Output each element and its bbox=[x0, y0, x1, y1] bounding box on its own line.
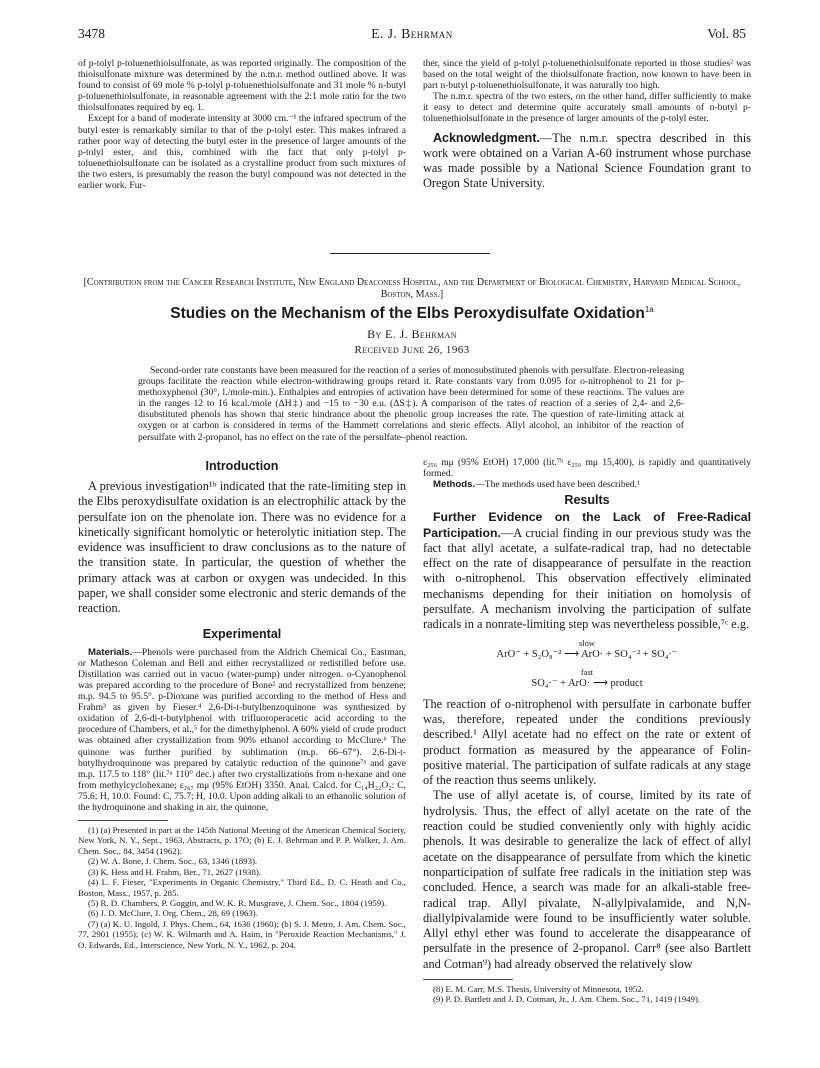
page-header bbox=[78, 26, 746, 44]
running-title: E. J. Behrman bbox=[371, 26, 453, 41]
introduction-heading: Introduction bbox=[205, 459, 279, 473]
article-title-text: Studies on the Mechanism of the Elbs Peroxydisulfate Oxidation bbox=[170, 305, 645, 323]
equation-2-text: SO₄·⁻ + ArO· ⟶ product bbox=[531, 677, 643, 689]
acknowledgment-text: —The n.m.r. spectra described in this work were obtained on a Varian A-60 instrument whose purchase was made possible by a National Science Foundation grant to Oregon State University. bbox=[423, 130, 751, 191]
materials-paragraph bbox=[78, 647, 406, 813]
footnote: (2) W. A. Bone, J. Chem. Soc., 63, 1346 (1893). bbox=[88, 856, 258, 867]
continued-text-left-column bbox=[78, 58, 406, 191]
footnote: (3) K. Hess and H. Frahm, Ber., 71, 2627 (1938). bbox=[88, 866, 261, 877]
paragraph: ther, since the yield of p-tolyl p-toluenethiolsulfonate reported in those studies² was based on the total weight of the thiolsulfonate fraction, now known to have been in part n-butyl p-toluenethiolsulfonate, it was naturally too high. bbox=[423, 58, 751, 92]
paragraph: The n.m.r. spectra of the two esters, on the other hand, differ sufficiently to make it easy to detect and determine quite accurately small amounts of n-butyl p-toluenethiolsulfonate in the presence of larger amounts of the p-tolyl ester. bbox=[423, 91, 751, 125]
methods-text: —The methods used have been described.¹ bbox=[475, 479, 640, 491]
equation-1-text: ArO⁻ + S₂O₈⁻² ⟶ ArO· + SO₄⁻² + SO₄·⁻ bbox=[496, 648, 678, 660]
results-paragraph bbox=[423, 510, 751, 632]
equation-1-label: slow bbox=[578, 637, 596, 648]
article-title bbox=[78, 305, 746, 323]
experimental-heading: Experimental bbox=[202, 626, 282, 641]
page-number: 3478 bbox=[78, 26, 105, 41]
footnote: (7) (a) K. U. Ingold, J. Phys. Chem., 64, 1636 (1960); (b) S. J. Metro, J. Am. Chem. Soc., 77, 2901 (1955); (c) W. K. Wilmarth and A. Haim, in "Peroxide Reaction Mechanisms," J. O. Edwards, Ed., Interscience, New York, N. Y., 1962, p. 204. bbox=[78, 918, 406, 950]
footnotes-left bbox=[78, 825, 406, 950]
paragraph: ε₂₅₆ mμ (95% EtOH) 17,000 (lit.⁷ᵇ ε₂₅₆ mμ 15,400), is rapidly and quantitatively formed. bbox=[423, 457, 751, 480]
footnote-divider bbox=[78, 820, 168, 821]
acknowledgment-label: Acknowledgment. bbox=[433, 130, 540, 145]
main-left-column bbox=[78, 457, 406, 950]
footnote: (8) E. M. Carr, M.S. Thesis, University of Minnesota, 1952. bbox=[433, 984, 644, 994]
footnote: (1) (a) Presented in part at the 145th National Meeting of the American Chemical Society, New York, N. Y., Sept., 1963, Abstracts, p. 17O; (b) E. J. Behrman and P. P. Walker, J. Am. Chem. Soc., 84, 3454 (1962). bbox=[78, 825, 406, 856]
methods-paragraph bbox=[423, 479, 751, 490]
footnote: (9) P. D. Bartlett and J. D. Cotman, Jr., J. Am. Chem. Soc., 71, 1419 (1949). bbox=[433, 994, 701, 1005]
continued-text-right-column bbox=[423, 58, 751, 192]
paragraph: of p-tolyl p-toluenethiolsulfonate, as was reported originally. The composition of the thiolsulfonate mixture was determined by the n.m.r. method outlined above. It was found to consist of 69 mole % p-tolyl p-toluenethiolsulfonate and 31 mole % n-butyl p-toluenethiolsulfonate, in reasonable agreement with the 2:1 mole ratio for the two thiolsulfonates required by eq. 1. bbox=[78, 58, 406, 114]
main-right-column bbox=[423, 457, 751, 1005]
footnotes-right bbox=[423, 984, 751, 1005]
title-footnote-mark: 1a bbox=[644, 305, 654, 314]
footnote: (6) J. D. McClure, J. Org. Chem., 28, 69 (1963). bbox=[88, 908, 258, 919]
equation-2-label: fast bbox=[580, 666, 594, 677]
contribution-line: [Contribution from the Cancer Research Institute, New England Deaconess Hospital, and the Department of Biological Chemistry, Harvard Medical School, Boston, Mass.] bbox=[83, 277, 741, 300]
equation-1 bbox=[423, 639, 751, 662]
author-byline: By E. J. Behrman bbox=[367, 327, 457, 341]
footnote: (5) R. D. Chambers, P. Goggin, and W. K. R. Musgrave, J. Chem. Soc., 1804 (1959). bbox=[88, 897, 387, 908]
acknowledgment bbox=[423, 131, 751, 192]
materials-text: —Phenols were purchased from the Aldrich Chemical Co., Eastman, or Matheson Coleman and Bell and either recrystallized or redistilled before use. Distillation was carried out in vacuo (water-pump) under nitrogen. o-Cyanophenol was prepared according to the procedure of Bone² and recrystallized from benzene; m.p. 94.5 to 95.5°. p-Dioxane was purified according to the method of Hess and Frahm³ as given by Fieser.⁴ 2,6-Di-t-butylbenzoquinone was synthesized by oxidation of 2,6-di-t-butylphenol with trifluoroperacetic acid according to the procedure of Chambers, et al.,⁵ for the dimethylphenol. A 60% yield of crude product was obtained after crystallization from 90% ethanol according to McClure.⁶ The quinone was further purified by sublimation (m.p. 66–67°). 2,6-Di-t-butylhydroquinone was prepared by catalytic reduction of the quinone⁷ᵃ and gave m.p. 117.5 to 118° (lit.⁷ᵃ 110° dec.) after two crystallizations from n-hexane and one from methylcyclohexane; ε₂₆₇ mμ (95% EtOH) 3350. Anal. Calcd. for C₁₄H₂₂O₂: C, 75.6; H, 10.0. Found: C, 75.7; H, 10.0. Upon adding alkali to an ethanolic solution of the hydroquinone and shaking in air, the quinone, bbox=[78, 646, 406, 813]
paragraph: The use of allyl acetate is, of course, limited by its rate of hydrolysis. Thus, the effect of allyl acetate on the rate of the reaction could be studied conveniently only with highly acidic phenols. It was desirable to generalize the lack of effect of allyl acetate on the disappearance of persulfate from which the kinetic nonparticipation of sulfate free radicals in the initiation step was concluded. Hence, a search was made for an alkali-stable free-radical trap. Allyl pivalate, N-allylpivalamide, and N,N-diallylpivalamide were found to be insufficiently water soluble. Allyl ethyl ether was found to accelerate the disappearance of persulfate in the presence of 2-propanol. Carr⁸ (see also Bartlett and Cotman⁹) had already observed the relatively slow bbox=[423, 788, 751, 971]
results-heading: Results bbox=[564, 493, 610, 508]
paragraph: The reaction of o-nitrophenol with persulfate in carbonate buffer was, therefore, repeated under the conditions previously described.¹ Allyl acetate had no effect on the rate or extent of product formation as measured by the appearance of Folin-positive material. The participation of sulfate radicals at any stage of the reaction thus seems unlikely. bbox=[423, 696, 751, 788]
section-divider bbox=[330, 253, 490, 254]
received-date: Received June 26, 1963 bbox=[354, 344, 470, 356]
paragraph: Except for a band of moderate intensity at 3000 cm.⁻¹ the infrared spectrum of the butyl ester is remarkably similar to that of the p-tolyl ester. This makes infrared a rather poor way of detecting the butyl ester in the presence of larger amounts of the p-tolyl ester, and this, combined with the fact that only p-tolyl p-toluenethiolsulfonate can be isolated as a crystalline product from such mixtures of the two esters, is presumably the reason the butyl compound was not detected in the earlier work. Fur- bbox=[78, 113, 406, 192]
results-text: —A crucial finding in our previous study was the fact that allyl acetate, a sulfate-radical trap, had no detectable effect on the rate of disappearance of persulfate in the reaction with o-nitrophenol. This observation effectively eliminated mechanisms depending for their initiation on homolysis of persulfate. A mechanism involving the participation of sulfate radicals in a nonrate-limiting step was nevertheless possible,⁷ᶜ e.g. bbox=[423, 525, 751, 632]
equation-2 bbox=[423, 668, 751, 691]
volume-number: Vol. 85 bbox=[707, 26, 746, 41]
methods-label: Methods. bbox=[433, 479, 476, 491]
footnote-divider bbox=[423, 979, 513, 980]
materials-label: Materials. bbox=[88, 646, 133, 658]
abstract-text: Second-order rate constants have been measured for the reaction of a series of monosubstituted phenols with persulfate. Electron-releasing groups facilitate the reaction while electron-withdrawing groups retard it. Rate constants vary from 0.095 for o-nitrophenol to 21 for p-methoxyphenol (30°, l./mole-min.). Enthalpies and entropies of activation have been determined for some of these reactions. The values are in the ranges 12 to 16 kcal./mole (ΔH‡) and −15 to −30 e.u. (ΔS‡). A comparison of the rates of reaction of a series of 2,4- and 2,6-disubstituted phenols has shown that steric hindrance about the phenolic group increases the rate. The question of rate-limiting attack at oxygen or at carbon is considered in terms of the Hammett correlations and steric effects. Allyl alcohol, an inhibitor of the reaction of persulfate with 2-propanol, has no effect on the rate of the persulfate–phenol reaction. bbox=[138, 365, 684, 443]
abstract bbox=[138, 365, 684, 443]
results-subheading: Further Evidence on the Lack of Free-Radical Participation. bbox=[423, 510, 751, 540]
introduction-text: A previous investigation¹ᵇ indicated that the rate-limiting step in the Elbs peroxydisulfate oxidation is an electrophilic attack by the persulfate ion on the phenolate ion. There was no evidence for a kinetically significant homolytic or heterolytic initiation step. The evidence was insufficient to draw conclusions as to the nature of the transition state. In particular, the question of whether the primary attack was at carbon or oxygen was undecided. In this paper, we shall consider some electronic and steric demands of the reaction. bbox=[78, 479, 406, 616]
footnote: (4) L. F. Fieser, "Experiments in Organic Chemistry," Third Ed., D. C. Heath and Co., Boston, Mass., 1957, p. 285. bbox=[78, 877, 406, 898]
